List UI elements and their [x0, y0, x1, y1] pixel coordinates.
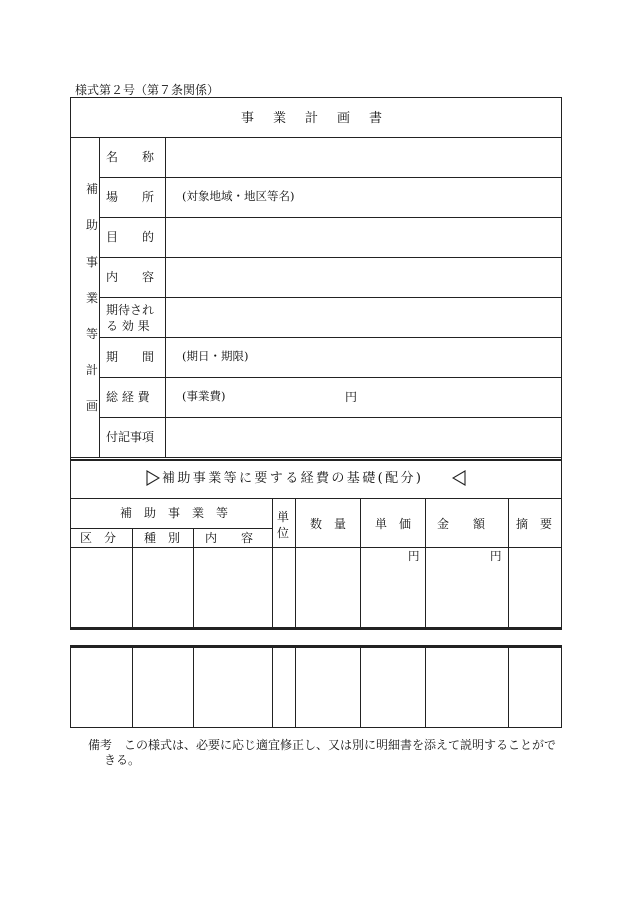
column-divider: [425, 647, 426, 728]
budget-table-continued: [70, 647, 562, 728]
column-divider: [295, 498, 296, 630]
label-purpose: 目 的: [106, 230, 155, 244]
row-divider: [99, 257, 562, 258]
label-total: 総 経 費: [106, 390, 150, 404]
section-label-char: 補: [86, 182, 99, 196]
section-label-char: 助: [86, 218, 99, 232]
col-kubun: 区 分: [80, 531, 117, 545]
section-divider: [70, 457, 562, 458]
section-label-char: 等: [86, 327, 99, 341]
column-divider: [99, 137, 100, 457]
section-label-char: 画: [86, 399, 99, 413]
label-period: 期 間: [106, 350, 155, 364]
col-tani-2: 位: [277, 526, 290, 540]
col-shubetsu: 種 別: [144, 531, 181, 545]
section-label-char: 業: [86, 291, 99, 305]
column-divider: [272, 647, 273, 728]
row-divider: [99, 377, 562, 378]
label-place: 場 所: [106, 190, 155, 204]
column-divider: [193, 647, 194, 728]
field-period[interactable]: (期日・期限): [182, 349, 249, 363]
remark-line-2: きる。: [104, 753, 141, 767]
column-divider: [425, 498, 426, 630]
form-id: 様式第２号（第７条関係）: [75, 83, 220, 97]
row-divider: [99, 297, 562, 298]
column-divider: [360, 647, 361, 728]
header-divider: [70, 498, 562, 499]
column-divider: [360, 498, 361, 630]
triangle-right-icon: [146, 470, 160, 486]
header-bottom: [70, 547, 562, 548]
col-suuryou: 数 量: [310, 517, 347, 531]
field-place[interactable]: (対象地域・地区等名): [182, 189, 295, 203]
unit-tanka: 円: [408, 549, 420, 563]
break-line-top: [70, 627, 562, 630]
col-tani-1: 単: [277, 510, 290, 524]
header-group: 補 助 事 業 等: [120, 506, 229, 520]
column-divider: [132, 528, 133, 630]
column-divider: [132, 647, 133, 728]
column-divider: [508, 647, 509, 728]
col-kingaku: 金 額: [437, 517, 486, 531]
row-divider: [70, 137, 562, 138]
row-divider: [99, 177, 562, 178]
section-label-char: 事: [86, 255, 99, 269]
section-label-char: 計: [86, 363, 99, 377]
column-divider: [193, 528, 194, 630]
col-tanka: 単 価: [375, 517, 412, 531]
label-effect-2: る 効 果: [106, 319, 150, 333]
total-unit: 円: [345, 390, 358, 404]
column-divider: [165, 137, 166, 457]
label-content: 内 容: [106, 270, 155, 284]
header-subdivider: [70, 528, 272, 529]
col-tekiyou: 摘 要: [516, 517, 553, 531]
label-name: 名 称: [106, 150, 155, 164]
column-divider: [272, 498, 273, 630]
budget-title: 補助事業等に要する経費の基礎(配分): [162, 471, 424, 486]
column-divider: [508, 498, 509, 630]
label-effect-1: 期待され: [106, 303, 155, 317]
row-divider: [99, 217, 562, 218]
unit-kingaku: 円: [490, 549, 502, 563]
remark-line-1: 備考 この様式は、必要に応じ適宜修正し、又は別に明細書を添えて説明することがで: [88, 738, 557, 752]
column-divider: [295, 647, 296, 728]
row-divider: [99, 337, 562, 338]
field-total[interactable]: (事業費): [182, 389, 226, 403]
triangle-left-icon: [452, 470, 466, 486]
row-divider: [99, 417, 562, 418]
page-title: 事業計画書: [241, 111, 402, 126]
col-naiyou: 内 容: [205, 531, 254, 545]
label-notes: 付記事項: [106, 430, 155, 444]
